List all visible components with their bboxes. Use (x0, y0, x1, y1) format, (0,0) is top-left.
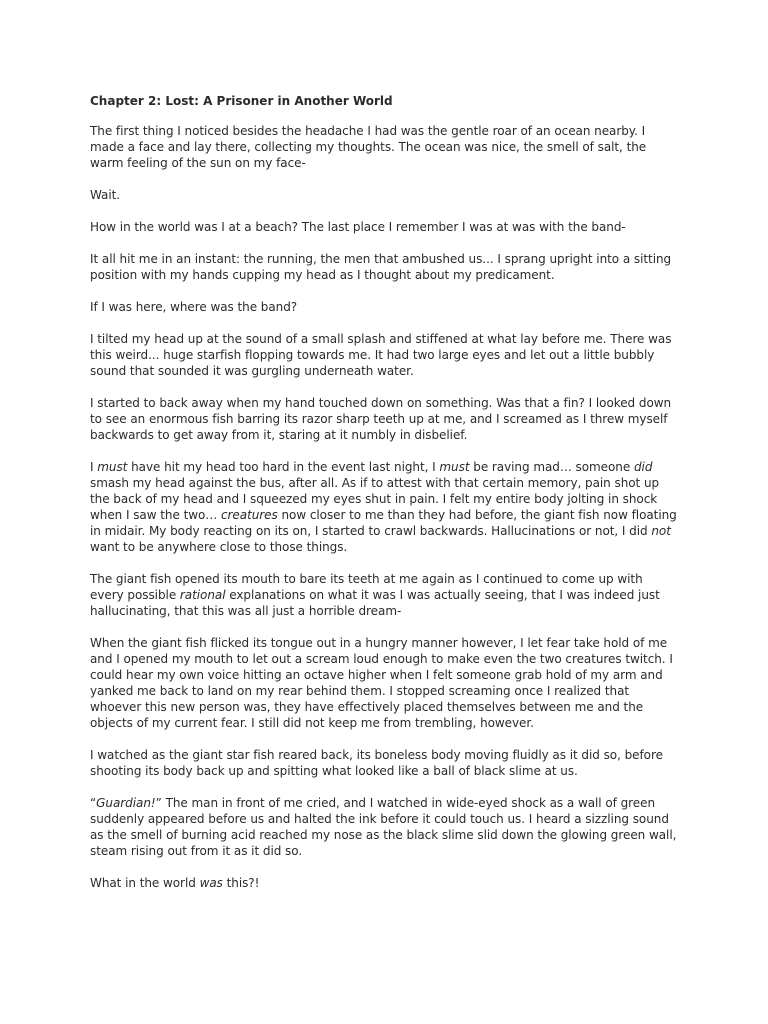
paragraph (90, 875, 680, 891)
italic-text: must (439, 460, 470, 474)
text-run: ” The man in front of me cried, and I watched in wide-eyed shock as a wall of green suddenly appeared before us and halted the ink before it could touch us. I heard a sizzling sound as the smell of burning acid reached my nose as the black slime slid down the glowing green wall, steam rising out from it as it did so. (90, 796, 677, 858)
paragraph (90, 187, 680, 203)
document-page (90, 93, 680, 907)
chapter-title: Chapter 2: Lost: A Prisoner in Another World (90, 94, 393, 108)
document-body (90, 123, 680, 891)
italic-text: must (97, 460, 128, 474)
text-run: be raving mad… someone (469, 460, 634, 474)
text-run: I watched as the giant star fish reared back, its boneless body moving fluidly as it did so, before shooting its body back up and spitting what looked like a ball of black slime at us. (90, 748, 663, 778)
paragraph (90, 123, 680, 171)
text-run: What in the world (90, 876, 200, 890)
paragraph (90, 747, 680, 779)
text-run: I tilted my head up at the sound of a small splash and stiffened at what lay before me. There was this weird... huge starfish flopping towards me. It had two large eyes and let out a little bubbly sound that sounded it was gurgling underneath water. (90, 332, 672, 378)
paragraph (90, 251, 680, 283)
text-run: How in the world was I at a beach? The last place I remember I was at was with the band- (90, 220, 626, 234)
paragraph (90, 795, 680, 859)
text-run: If I was here, where was the band? (90, 300, 298, 314)
text-run: When the giant fish flicked its tongue out in a hungry manner however, I let fear take hold of me and I opened my mouth to let out a scream loud enough to make even the two creatures twitch. I could hear my own voice hitting an octave higher when I felt someone grab hold of my arm and yanked me back to land on my rear behind them. I stopped screaming once I realized that whoever this new person was, they have effectively placed themselves between me and the objects of my current fear. I still did not keep me from trembling, however. (90, 636, 673, 730)
text-run: explanations on what it was I was actually seeing, that I was indeed just hallucinating, that this was all just a horrible dream- (90, 588, 660, 618)
text-run: Wait. (90, 188, 121, 202)
text-run: smash my head against the bus, after all. As if to attest with that certain memory, pain shot up the back of my head and I squeezed my eyes shut in pain. I felt my entire body jolting in shock when I saw the two… (90, 476, 660, 522)
text-run: this?! (222, 876, 260, 890)
paragraph (90, 635, 680, 731)
text-run: now closer to me than they had before, the giant fish now floating in midair. My body reacting on its on, I started to crawl backwards. Hallucinations or not, I did (90, 508, 677, 538)
text-run: The giant fish opened its mouth to bare its teeth at me again as I continued to come up with every possible (90, 572, 643, 602)
paragraph (90, 395, 680, 443)
text-run: The first thing I noticed besides the headache I had was the gentle roar of an ocean nearby. I made a face and lay there, collecting my thoughts. The ocean was nice, the smell of salt, the warm feeling of the sun on my face- (90, 124, 647, 170)
paragraph (90, 299, 680, 315)
italic-text: creatures (221, 508, 278, 522)
italic-text: rational (179, 588, 226, 602)
paragraph (90, 331, 680, 379)
paragraph (90, 219, 680, 235)
italic-text: was (199, 876, 223, 890)
paragraph (90, 571, 680, 619)
text-run: I (90, 460, 98, 474)
italic-text: did (633, 460, 653, 474)
italic-text: Guardian! (96, 796, 156, 810)
paragraph (90, 459, 680, 555)
italic-text: not (651, 524, 671, 538)
text-run: I started to back away when my hand touched down on something. Was that a fin? I looked down to see an enormous fish barring its razor sharp teeth up at me, and I screamed as I threw myself backwards to get away from it, staring at it numbly in disbelief. (90, 396, 672, 442)
text-run: It all hit me in an instant: the running, the men that ambushed us... I sprang upright into a sitting position with my hands cupping my head as I thought about my predicament. (90, 252, 672, 282)
text-run: have hit my head too hard in the event last night, I (127, 460, 440, 474)
text-run: “ (90, 796, 97, 810)
text-run: want to be anywhere close to those things. (90, 540, 348, 554)
